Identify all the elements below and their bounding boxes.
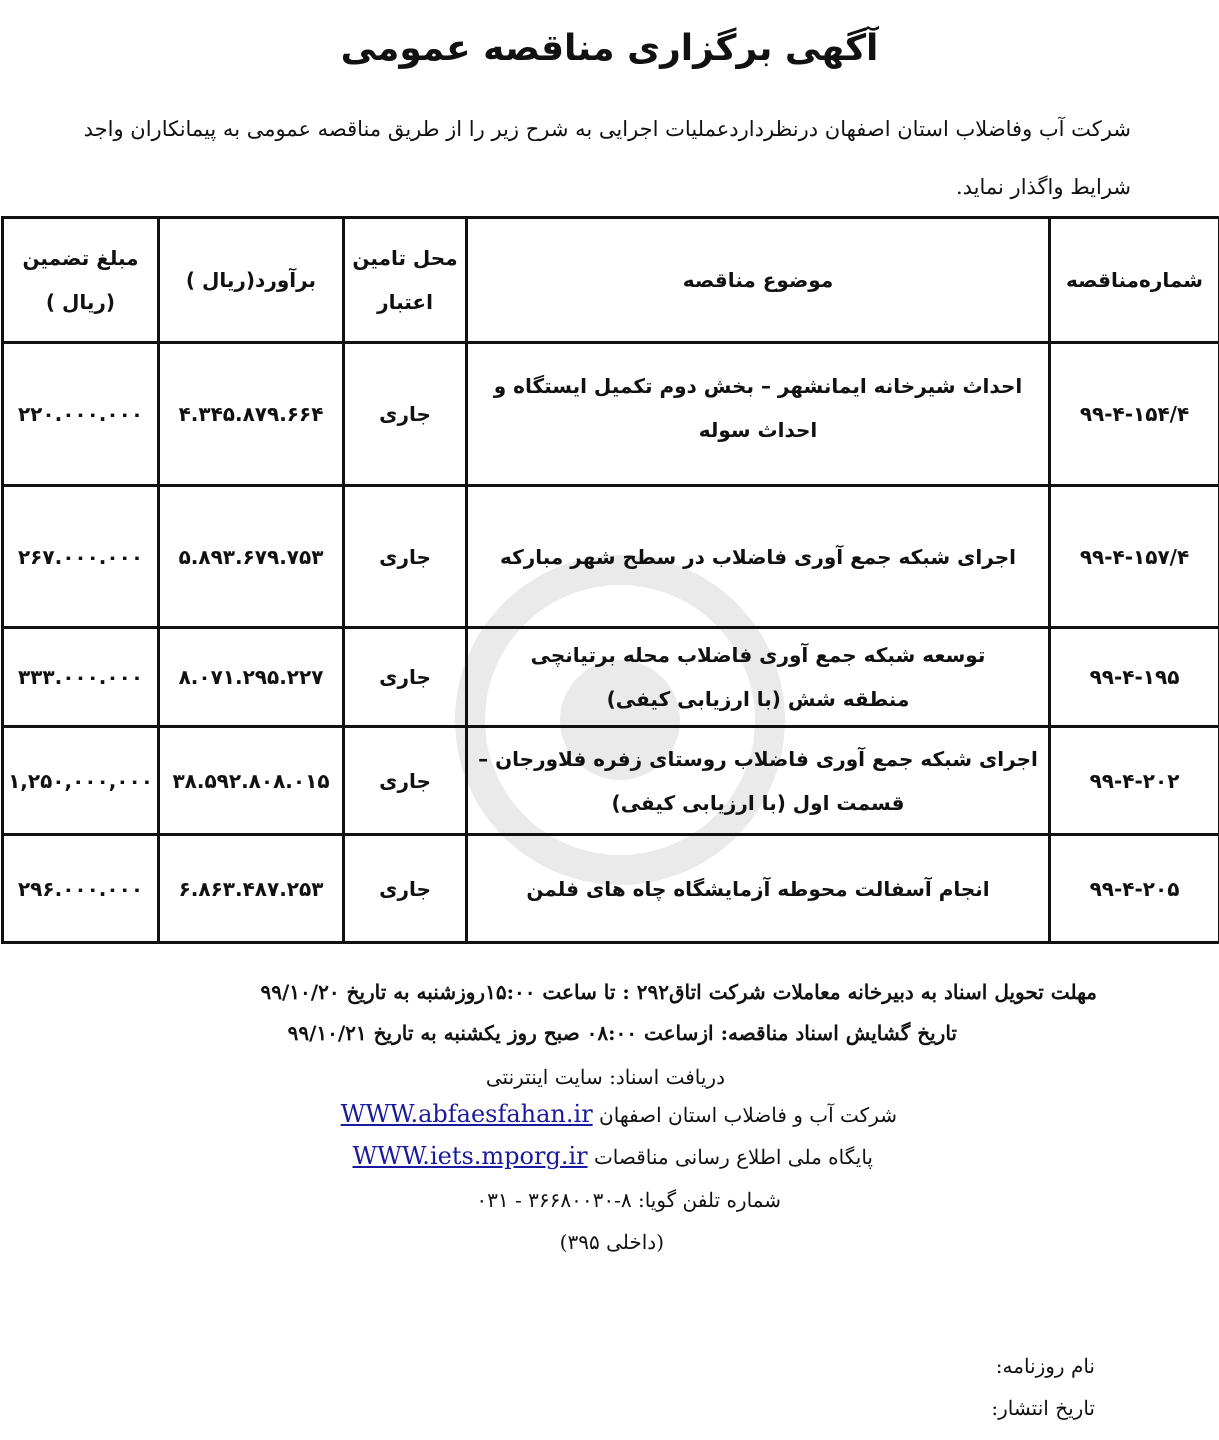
tender-number: ۹۹-۴-۱۵۴/۴ <box>1050 343 1219 486</box>
tender-subject: احداث شیرخانه ایمانشهر – بخش دوم تکمیل ایستگاه و احداث سوله <box>467 343 1050 486</box>
table-row <box>3 343 1219 486</box>
intro-paragraph: شرکت آب وفاضلاب استان اصفهان درنظرداردعملیات اجرایی به شرح زیر را از طریق مناقصه عمومی به پیمانکاران واجد شرایط واگذار نماید. <box>83 117 1131 199</box>
tender-guarantee: ۱,۲۵۰,۰۰۰,۰۰۰ <box>3 727 159 835</box>
notice-title: آگهی برگزاری مناقصه عمومی <box>340 28 879 69</box>
tender-subject: انجام آسفالت محوطه آزمایشگاه چاه های فلمن <box>467 835 1050 943</box>
company-label: شرکت آب و فاضلاب استان اصفهان <box>599 1103 897 1127</box>
header-funding: محل تامین اعتبار <box>344 218 467 343</box>
tender-funding: جاری <box>344 727 467 835</box>
tender-number: ۹۹-۴-۲۰۲ <box>1050 727 1219 835</box>
header-guarantee: مبلغ تضمین (ریال ) <box>3 218 159 343</box>
tender-funding: جاری <box>344 343 467 486</box>
tender-guarantee: ۲۶۷.۰۰۰.۰۰۰ <box>3 486 159 628</box>
tender-number: ۹۹-۴-۱۹۵ <box>1050 628 1219 727</box>
portal-line <box>353 1142 874 1170</box>
tender-estimate: ۸.۰۷۱.۲۹۵.۲۲۷ <box>159 628 344 727</box>
tender-number: ۹۹-۴-۱۵۷/۴ <box>1050 486 1219 628</box>
tender-estimate: ۴.۳۴۵.۸۷۹.۶۶۴ <box>159 343 344 486</box>
tender-funding: جاری <box>344 835 467 943</box>
portal-label: پایگاه ملی اطلاع رسانی مناقصات <box>593 1145 873 1169</box>
tender-subject: اجرای شبکه جمع آوری فاضلاب در سطح شهر مبارکه <box>467 486 1050 628</box>
deadline-text: مهلت تحویل اسناد به دبیرخانه معاملات شرکت اتاق۲۹۲ : تا ساعت ۱۵:۰۰روزشنبه به تاریخ ۹۹/۱۰/۲۰ <box>260 980 1097 1004</box>
tender-subject: توسعه شبکه جمع آوری فاضلاب محله برتیانچی منطقه شش (با ارزیابی کیفی) <box>467 628 1050 727</box>
phone-text: شماره تلفن گویا: ۸-۳۶۶۸۰۰۳۰ - ۰۳۱ <box>476 1188 781 1212</box>
receive-text: دریافت اسناد: سایت اینترنتی <box>485 1065 725 1089</box>
company-line <box>341 1100 897 1128</box>
tender-funding: جاری <box>344 486 467 628</box>
tender-subject: اجرای شبکه جمع آوری فاضلاب روستای زفره فلاورجان – قسمت اول (با ارزیابی کیفی) <box>467 727 1050 835</box>
tender-guarantee: ۲۹۶.۰۰۰.۰۰۰ <box>3 835 159 943</box>
newspaper-label: نام روزنامه: <box>995 1354 1095 1378</box>
tender-estimate: ۵.۸۹۳.۶۷۹.۷۵۳ <box>159 486 344 628</box>
header-subject: موضوع مناقصه <box>467 218 1050 343</box>
header-number: شماره‌مناقصه <box>1050 218 1219 343</box>
extension-text: (داخلی ۳۹۵) <box>559 1230 664 1254</box>
table-row <box>3 486 1219 628</box>
tender-guarantee: ۲۲۰.۰۰۰.۰۰۰ <box>3 343 159 486</box>
company-link[interactable]: WWW.abfaesfahan.ir <box>340 1100 593 1128</box>
portal-link[interactable]: WWW.iets.mporg.ir <box>352 1142 588 1170</box>
opening-text: تاریخ گشایش اسناد مناقصه: ازساعت ۰۸:۰۰ صبح روز یکشنبه به تاریخ ۹۹/۱۰/۲۱ <box>287 1021 957 1045</box>
tender-estimate: ۶.۸۶۳.۴۸۷.۲۵۳ <box>159 835 344 943</box>
table-header-row <box>3 218 1219 343</box>
tender-table <box>1 216 1219 944</box>
table-row <box>3 835 1219 943</box>
header-estimate: برآورد(ریال ) <box>159 218 344 343</box>
tender-estimate: ۳۸.۵۹۲.۸۰۸.۰۱۵ <box>159 727 344 835</box>
publish-date-label: تاریخ انتشار: <box>991 1396 1095 1420</box>
tender-funding: جاری <box>344 628 467 727</box>
tender-guarantee: ۳۳۳.۰۰۰.۰۰۰ <box>3 628 159 727</box>
table-row <box>3 727 1219 835</box>
table-row <box>3 628 1219 727</box>
tender-number: ۹۹-۴-۲۰۵ <box>1050 835 1219 943</box>
